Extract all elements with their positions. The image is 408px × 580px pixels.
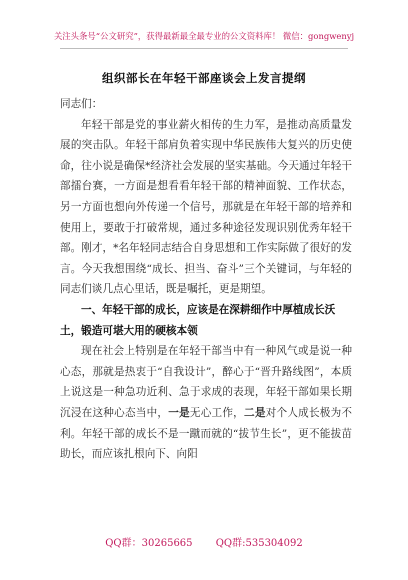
header-banner-text: 关注头条号“公文研究”，获得最新最全最专业的公文资料库！ 微信：gongwenyj <box>53 31 355 41</box>
document-title: 组织部长在年轻干部座谈会上发言提纲 <box>102 71 306 85</box>
section-1-text-c: 对个人成长极为不利。年轻干部的成长不是一蹴而就的“拔节生长”，更不能拔苗助长，而应该扎根向下、向阳 <box>60 406 353 461</box>
emphasis-first: 一是 <box>168 406 190 419</box>
section-1-text-b: 无心工作， <box>189 406 245 419</box>
salutation: 同志们： <box>60 98 103 110</box>
section-1-paragraph <box>60 341 352 465</box>
footer <box>0 534 408 549</box>
document-body <box>60 94 352 465</box>
footer-qq-group-2: QQ群:535304092 <box>215 538 303 549</box>
emphasis-second: 二是 <box>244 406 266 419</box>
intro-paragraph: 年轻干部是党的事业薪火相传的生力军，是推动高质量发展的突击队。年轻干部肩负着实现中华民族伟大复兴的历史使命，往小说是确保*经济社会发展的坚实基础。今天通过年轻干部擂台赛，一方面是想看看年轻干部的精神面貌、工作状态，另一方面也想向外传递一个信号，那就是在年轻干部的培养和使用上，要敢于打破常规，通过多种途径发现识别优秀年轻干部。刚才，*名年轻同志结合自身思想和工作实际做了很好的发言。今天我想围绕“成长、担当、奋斗”三个关键词，与年轻的同志们谈几点心里话，既是嘱托，更是期望。 <box>60 118 352 296</box>
header-banner <box>0 0 408 58</box>
section-1-text-a: 现在社会上特别是在年轻干部当中有一种风气或是说一种心态，那就是热衷于“自我设计”，醉心于“晋升路线图”，本质上说这是一种急功近利、急于求成的表现，年轻干部如果长期沉浸在这种心态当中， <box>60 345 352 419</box>
footer-qq-group-1: QQ群：30265665 <box>105 538 193 549</box>
section-heading-1: 一、年轻干部的成长，应该是在深耕细作中厚植成长沃土，锻造可堪大用的硬核本领 <box>60 303 336 337</box>
header-divider <box>60 48 348 49</box>
